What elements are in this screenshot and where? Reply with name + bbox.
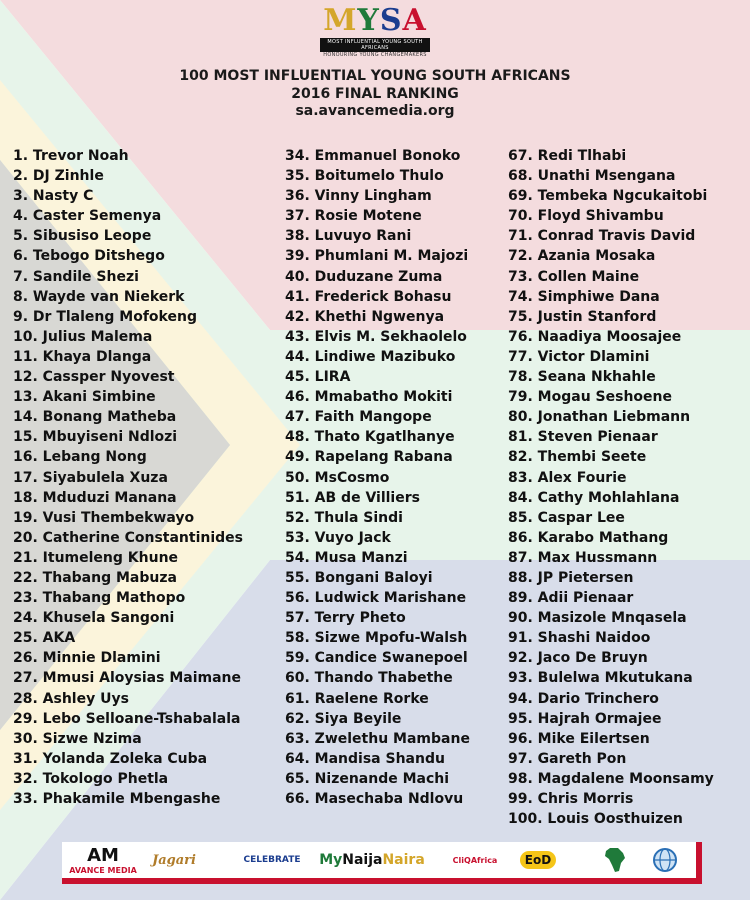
ranking-entry: 71. Conrad Travis David	[508, 228, 696, 245]
ranking-entry: 14. Bonang Matheba	[13, 409, 177, 426]
ranking-entry: 43. Elvis M. Sekhaolelo	[285, 328, 467, 345]
logo-banner: MOST INFLUENTIAL YOUNG SOUTH AFRICANS	[320, 38, 430, 52]
ranking-entry: 56. Ludwick Marishane	[285, 590, 467, 607]
ranking-entry: 36. Vinny Lingham	[285, 188, 432, 205]
ranking-entry: 8. Wayde van Niekerk	[13, 288, 185, 305]
ranking-entry: 52. Thula Sindi	[285, 509, 403, 526]
ranking-entry: 64. Mandisa Shandu	[285, 750, 445, 767]
ranking-entry: 2. DJ Zinhle	[13, 168, 104, 185]
ranking-entry: 55. Bongani Baloyi	[285, 569, 433, 586]
ranking-entry: 67. Redi Tlhabi	[508, 148, 627, 164]
ranking-entry: 18. Mduduzi Manana	[13, 489, 177, 506]
ranking-entry: 99. Chris Morris	[508, 791, 634, 807]
ranking-column-3	[508, 146, 714, 829]
ranking-entry: 53. Vuyo Jack	[285, 529, 391, 546]
ranking-entry: 31. Yolanda Zoleka Cuba	[13, 750, 208, 767]
ranking-entry: 38. Luvuyo Rani	[285, 228, 412, 245]
ranking-entry: 10. Julius Malema	[13, 328, 153, 345]
ranking-entry: 44. Lindiwe Mazibuko	[285, 348, 456, 365]
ranking-entry: 11. Khaya Dlanga	[13, 348, 152, 365]
eod-logo: EoD	[510, 842, 566, 878]
ranking-entry: 95. Hajrah Ormajee	[508, 710, 662, 727]
ranking-entry: 26. Minnie Dlamini	[13, 650, 161, 667]
ranking-entry: 59. Candice Swanepoel	[285, 650, 468, 667]
ranking-entry: 17. Siyabulela Xuza	[13, 469, 168, 486]
ranking-entry: 86. Karabo Mathang	[508, 529, 669, 546]
ranking-entry: 98. Magdalene Moonsamy	[508, 770, 714, 787]
ranking-entry: 58. Sizwe Mpofu-Walsh	[285, 630, 468, 647]
ranking-entry: 29. Lebo Selloane-Tshabalala	[13, 710, 241, 727]
ranking-entry: 35. Boitumelo Thulo	[285, 168, 444, 185]
ranking-entry: 81. Steven Pienaar	[508, 429, 658, 446]
ranking-entry: 78. Seana Nkhahle	[508, 369, 656, 386]
ranking-entry: 79. Mogau Seshoene	[508, 389, 672, 406]
ranking-entry: 73. Collen Maine	[508, 268, 640, 285]
ranking-entry: 49. Rapelang Rabana	[285, 449, 453, 466]
ranking-entry: 41. Frederick Bohasu	[285, 288, 452, 305]
ranking-entry: 47. Faith Mangope	[285, 409, 432, 426]
jagari-logo: Jagari	[152, 852, 196, 868]
ranking-entry: 72. Azania Mosaka	[508, 248, 656, 265]
page-title: 100 MOST INFLUENTIAL YOUNG SOUTH AFRICANS	[179, 68, 571, 84]
ranking-entry: 12. Cassper Nyovest	[13, 369, 175, 386]
logo-tagline: HONOURING YOUNG CHANGEMAKERS	[323, 52, 427, 58]
ranking-entry: 20. Catherine Constantinides	[13, 529, 243, 546]
ranking-entry: 93. Bulelwa Mkutukana	[508, 670, 693, 687]
ranking-entry: 70. Floyd Shivambu	[508, 208, 664, 225]
mysa-logo-mark: MYSA	[323, 3, 427, 38]
website-url: sa.avancemedia.org	[295, 103, 455, 119]
ranking-entry: 74. Simphiwe Dana	[508, 288, 660, 305]
ranking-entry: 30. Sizwe Nzima	[13, 730, 142, 747]
ranking-entry: 90. Masizole Mnqasela	[508, 610, 687, 627]
ranking-entry: 100. Louis Oosthuizen	[508, 811, 683, 828]
ranking-entry: 1. Trevor Noah	[13, 148, 129, 164]
ranking-entry: 25. AKA	[13, 630, 76, 647]
ranking-entry: 19. Vusi Thembekwayo	[13, 509, 195, 526]
ranking-entry: 50. MsCosmo	[285, 469, 390, 486]
ranking-entry: 80. Jonathan Liebmann	[508, 409, 691, 426]
ranking-entry: 63. Zwelethu Mambane	[285, 730, 470, 747]
ranking-entry: 66. Masechaba Ndlovu	[285, 791, 464, 807]
ranking-entry: 91. Shashi Naidoo	[508, 630, 651, 647]
ranking-entry: 24. Khusela Sangoni	[13, 610, 175, 627]
ranking-entry: 13. Akani Simbine	[13, 389, 156, 406]
ranking-entry: 76. Naadiya Moosajee	[508, 328, 682, 345]
ranking-entry: 3. Nasty C	[13, 188, 94, 205]
ranking-entry: 23. Thabang Mathopo	[13, 590, 186, 607]
ranking-entry: 33. Phakamile Mbengashe	[13, 791, 221, 807]
ranking-entry: 92. Jaco De Bruyn	[508, 650, 648, 667]
ranking-entry: 15. Mbuyiseni Ndlozi	[13, 429, 178, 446]
ranking-entry: 9. Dr Tlaleng Mofokeng	[13, 308, 197, 325]
ranking-entry: 48. Thato Kgatlhanye	[285, 429, 455, 446]
ranking-entry: 97. Gareth Pon	[508, 750, 627, 767]
avance-media-logo: AM AVANCE MEDIA	[69, 844, 137, 875]
ranking-entry: 65. Nizenande Machi	[285, 770, 450, 787]
africa-map-icon	[602, 842, 628, 878]
ranking-entry: 46. Mmabatho Mokiti	[285, 389, 453, 406]
ranking-entry: 27. Mmusi Aloysias Maimane	[13, 670, 242, 687]
ranking-entry: 7. Sandile Shezi	[13, 268, 139, 285]
ranking-entry: 96. Mike Eilertsen	[508, 730, 650, 747]
mysa-logo	[320, 4, 430, 58]
ranking-column-2	[285, 146, 470, 809]
ranking-entry: 21. Itumeleng Khune	[13, 549, 179, 566]
ranking-entry: 89. Adii Pienaar	[508, 590, 634, 607]
ranking-entry: 77. Victor Dlamini	[508, 348, 650, 365]
ranking-entry: 88. JP Pietersen	[508, 569, 634, 586]
ranking-entry: 61. Raelene Rorke	[285, 690, 429, 707]
ranking-entry: 51. AB de Villiers	[285, 489, 420, 506]
ranking-entry: 85. Caspar Lee	[508, 509, 625, 526]
ranking-entry: 45. LIRA	[285, 369, 351, 386]
ranking-entry: 42. Khethi Ngwenya	[285, 308, 445, 325]
ranking-entry: 39. Phumlani M. Majozi	[285, 248, 469, 265]
ranking-entry: 57. Terry Pheto	[285, 610, 406, 627]
ranking-entry: 87. Max Hussmann	[508, 549, 658, 566]
ranking-column-1	[13, 146, 243, 809]
ranking-entry: 68. Unathi Msengana	[508, 168, 676, 185]
cliqafrica-logo: CliQAfrica	[452, 855, 498, 865]
globe-icon	[650, 842, 680, 878]
ranking-entry: 83. Alex Fourie	[508, 469, 627, 486]
ranking-entry: 94. Dario Trinchero	[508, 690, 659, 707]
celebrate-logo: CELEBRATE	[243, 855, 301, 865]
ranking-entry: 28. Ashley Uys	[13, 690, 129, 707]
ranking-entry: 75. Justin Stanford	[508, 308, 657, 325]
sponsor-bar	[62, 842, 702, 884]
page-subtitle: 2016 FINAL RANKING	[291, 86, 459, 102]
ranking-entry: 84. Cathy Mohlahlana	[508, 489, 680, 506]
ranking-entry: 62. Siya Beyile	[285, 710, 402, 727]
ranking-entry: 34. Emmanuel Bonoko	[285, 148, 461, 164]
ranking-entry: 54. Musa Manzi	[285, 549, 408, 566]
ranking-entry: 37. Rosie Motene	[285, 208, 422, 225]
ranking-entry: 60. Thando Thabethe	[285, 670, 453, 687]
ranking-entry: 4. Caster Semenya	[13, 208, 162, 225]
mynaijanaira-logo: My Naija Naira	[319, 852, 425, 868]
ranking-entry: 6. Tebogo Ditshego	[13, 248, 165, 265]
ranking-entry: 16. Lebang Nong	[13, 449, 147, 466]
ranking-entry: 69. Tembeka Ngcukaitobi	[508, 188, 708, 205]
ranking-entry: 82. Thembi Seete	[508, 449, 647, 466]
ranking-entry: 5. Sibusiso Leope	[13, 228, 152, 245]
ranking-entry: 22. Thabang Mabuza	[13, 569, 177, 586]
ranking-entry: 40. Duduzane Zuma	[285, 268, 443, 285]
ranking-entry: 32. Tokologo Phetla	[13, 770, 169, 787]
